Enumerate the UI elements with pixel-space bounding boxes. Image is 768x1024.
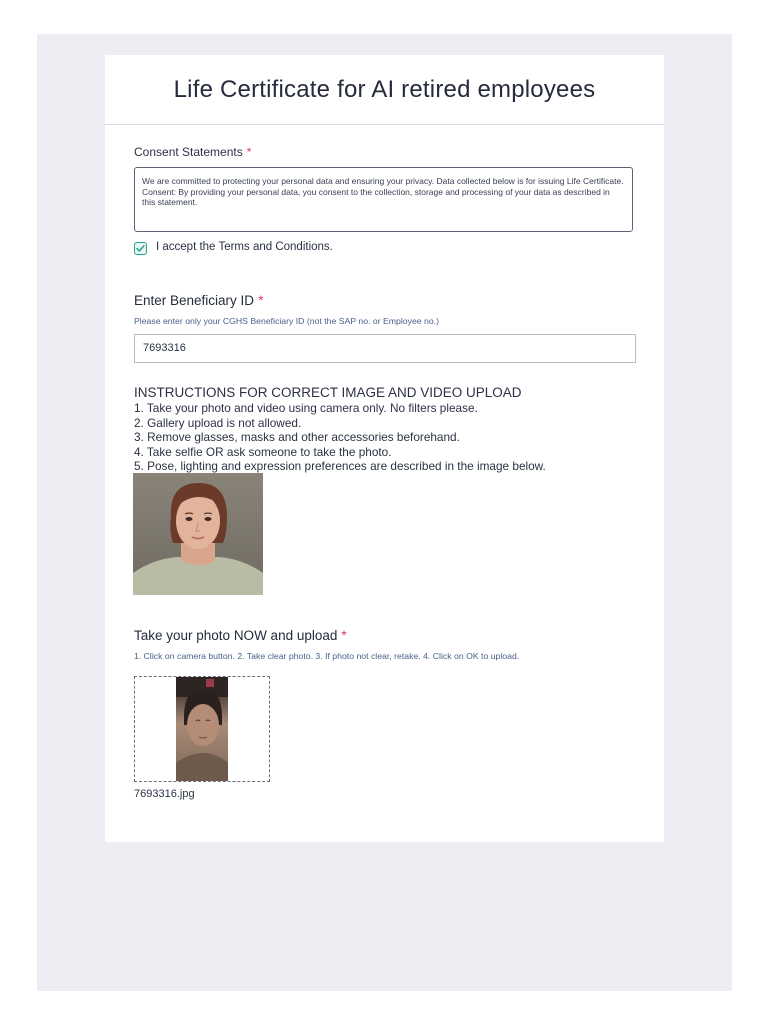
consent-text-agreement: Consent: By providing your personal data, you consent to the collection, storage and processing of your data as described in this statement. bbox=[142, 186, 610, 208]
beneficiary-help-text: Please enter only your CGHS Beneficiary ID (not the SAP no. or Employee no.) bbox=[134, 316, 440, 326]
consent-statement-box[interactable] bbox=[134, 167, 633, 232]
required-mark: * bbox=[246, 145, 252, 159]
photo-upload-label bbox=[134, 628, 347, 643]
instruction-item: 1. Take your photo and video using camera only. No filters please. bbox=[134, 401, 478, 415]
reference-portrait-illustration bbox=[133, 473, 263, 595]
beneficiary-id-input[interactable]: 7693316 bbox=[134, 334, 636, 363]
beneficiary-label bbox=[134, 293, 263, 308]
form-title: Life Certificate for AI retired employees bbox=[105, 55, 664, 125]
consent-label bbox=[134, 145, 251, 159]
form-card bbox=[105, 55, 664, 842]
reference-pose-image bbox=[133, 473, 263, 595]
uploaded-photo-thumbnail[interactable] bbox=[176, 677, 228, 781]
accept-terms-checkbox[interactable] bbox=[134, 242, 147, 255]
consent-text-privacy: We are committed to protecting your personal data and ensuring your privacy. Data collected below is for issuing Life Certificate. bbox=[142, 176, 624, 186]
accept-terms-label[interactable]: I accept the Terms and Conditions. bbox=[156, 241, 333, 253]
instruction-item: 4. Take selfie OR ask someone to take the photo. bbox=[134, 444, 392, 459]
instruction-item: 3. Remove glasses, masks and other accessories beforehand. bbox=[134, 430, 460, 445]
upload-instructions bbox=[134, 385, 654, 474]
checkmark-icon bbox=[136, 244, 145, 253]
required-mark: * bbox=[258, 293, 264, 308]
instruction-item: 2. Gallery upload is not allowed. bbox=[134, 415, 302, 430]
photo-upload-label-text: Take your photo NOW and upload bbox=[134, 628, 338, 643]
instruction-item: 5. Pose, lighting and expression preferences are described in the image below. bbox=[134, 459, 546, 474]
consent-label-text: Consent Statements bbox=[134, 145, 243, 159]
uploaded-portrait-illustration bbox=[176, 677, 228, 781]
uploaded-file-name: 7693316.jpg bbox=[134, 788, 195, 800]
required-mark: * bbox=[341, 628, 347, 643]
photo-upload-help-text: 1. Click on camera button. 2. Take clear photo. 3. If photo not clear, retake. 4. Click on OK to upload. bbox=[134, 651, 520, 661]
photo-upload-dropzone[interactable] bbox=[134, 676, 270, 782]
instructions-heading: INSTRUCTIONS FOR CORRECT IMAGE AND VIDEO UPLOAD bbox=[134, 385, 522, 400]
beneficiary-label-text: Enter Beneficiary ID bbox=[134, 293, 255, 308]
